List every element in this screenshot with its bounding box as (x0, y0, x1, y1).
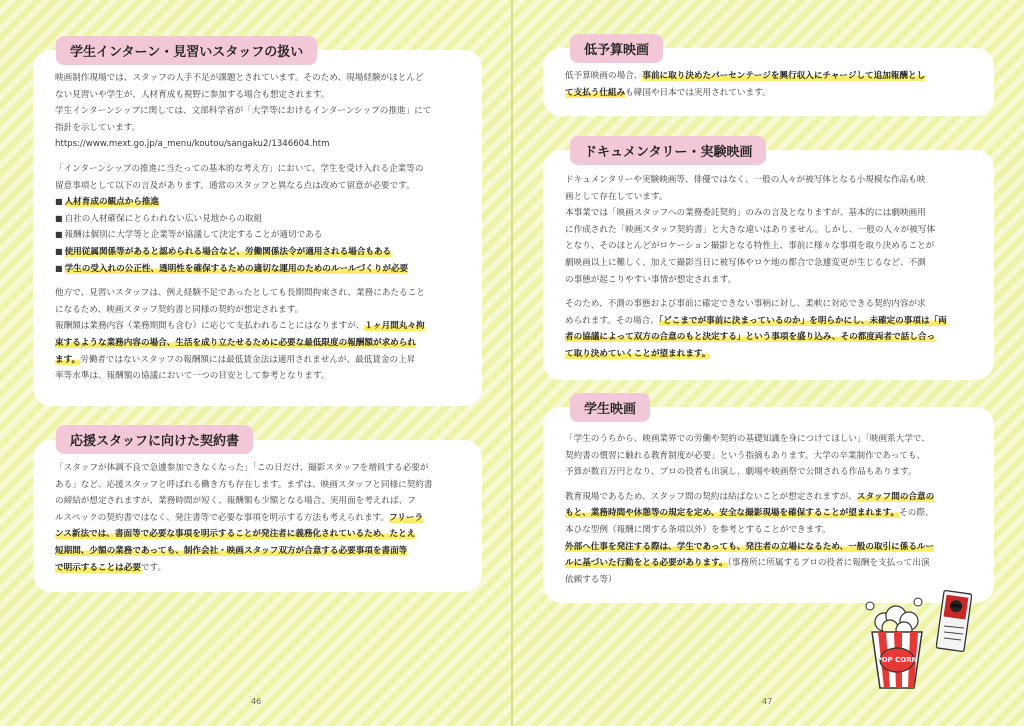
highlight-text: スタッフ間の合意の (856, 491, 935, 502)
text-line: 「学生のうちから、映画業界での労働や契約の基礎知識を身につけてほしい」「映画系大学で、 (565, 434, 930, 444)
bullet-text: 学生の受入れの公正性、透明性を確保するための適切な運用のためのルールづくりが必要 (64, 263, 409, 274)
card-student-intern (33, 50, 482, 406)
text-line: 指針を示しています。 (55, 122, 141, 133)
text-line: 学生インターンシップに関しては、文部科学省が「大学等におけるインターンシップの推進」にて (55, 106, 432, 117)
text-segment: （事務所に所属するプロの役者に報酬を支払って出演 (727, 558, 930, 569)
text-line: 劇映画以上に難しく、加えて撮影当日に被写体やロケ地の都合で急遽変更が生じるなど、不測 (565, 257, 926, 268)
text-line (55, 335, 460, 352)
text-line: 画として存在しています。 (565, 191, 668, 202)
bullet-text: 使用従属関係等があると認められる場合など、労働関係法令が適用される場合もある (64, 246, 392, 257)
mext-url-link[interactable]: https://www.mext.go.jp/a_menu/koutou/sangaku2/1346604.htm (55, 139, 330, 150)
text-segment: められます。その場合、 (565, 315, 659, 326)
bullet-square-icon: ■ (55, 246, 63, 256)
bullet-item (55, 244, 460, 261)
text-line: 「スタッフが体調不良で急遽参加できなくなった」「この日だけ、撮影スタッフを増員する必要が (55, 463, 429, 473)
text-line (55, 560, 460, 577)
text-line: 本ひな型例（報酬に関する条項以外）を参考とすることができます。 (565, 524, 831, 535)
bullet-item (55, 227, 460, 244)
text-segment: 労働者ではないスタッフの報酬額には最低賃金法は適用されませんが、最低賃金の上昇 (80, 354, 416, 365)
text-line (565, 505, 972, 522)
highlight-text: １ヶ月間丸々拘 (364, 321, 425, 332)
section-title-documentary: ドキュメンタリー・実験映画 (570, 136, 766, 165)
text-line: 「インターンシップの推進に当たっての基本的な考え方」において、学生を受け入れる企業等の (55, 163, 424, 174)
text-segment: 報酬額は業務内容（業務期間も含む）に応じて支払われることにはなりますが、 (55, 321, 365, 332)
text-line: に作成された「映画スタッフ契約書」と大きな違いはありません。しかし、一般の人々が被写体 (565, 224, 936, 235)
highlight-text: ます。 (55, 354, 81, 365)
text-segment: その際、 (899, 508, 934, 519)
support-staff-body (55, 460, 460, 576)
bullet-square-icon: ■ (55, 230, 63, 240)
text-line (565, 68, 972, 85)
documentary-body (565, 172, 972, 363)
highlight-text: て支払う仕組み (565, 87, 626, 98)
text-segment: です。 (140, 562, 167, 573)
highlight-text: もと、業務時間や休憩等の規定を定め、安全な撮影現場を確保することが望まれます。 (565, 508, 900, 519)
text-segment: 教育現場であるため、スタッフ間の契約は結ばないことが想定されますが、 (565, 491, 857, 502)
text-line (565, 313, 972, 330)
text-line: 留意事項として以下の言及があります。通常のスタッフと異なる点は改めて留意が必要です。 (55, 180, 415, 191)
highlight-text: フリーラ (389, 512, 424, 523)
student-film-body (565, 431, 972, 588)
bullet-item (55, 211, 460, 228)
section-title-student-intern: 学生インターン・見習いスタッフの扱い (56, 36, 317, 65)
text-line: 映画制作現場では、スタッフの人手不足が課題とされています。そのため、現場経験がほとんど (55, 73, 424, 83)
bullet-square-icon: ■ (55, 213, 63, 223)
movie-ticket-illustration (936, 588, 972, 654)
popcorn-illustration (858, 592, 936, 692)
text-line: 契約書の慣習に触れる教育制度が必要」という指摘もあります。大学の卒業制作であっても、 (565, 450, 926, 461)
text-line: 本事業では「映画スタッフへの業務委託契約」のみの言及となりますが、基本的には劇映画用 (565, 208, 926, 219)
section-title-low-budget: 低予算映画 (570, 34, 663, 63)
bullet-square-icon: ■ (55, 197, 63, 207)
text-line (565, 329, 972, 346)
text-segment: ルスペックの契約書ではなく、発注書等で必要な事項を明示する方法も考えられます。 (55, 512, 390, 523)
section-title-student-film: 学生映画 (570, 393, 650, 422)
text-line: 予算が数百万円となり、プロの役者も出演し、劇場や映画祭で公開される作品もあります。 (565, 467, 917, 478)
text-line (55, 543, 460, 560)
text-line (565, 85, 972, 102)
student-intern-body (55, 70, 460, 385)
text-line (565, 555, 972, 572)
text-line: となり、そのほとんどがロケーション撮影となる特性上、事前に様々な事項を取り決めることが (565, 241, 935, 252)
text-line (55, 318, 460, 335)
bullet-square-icon: ■ (55, 263, 63, 273)
page-gutter (511, 0, 513, 726)
highlight-text: 束するような業務内容の場合、生活を成り立たせるために必要な最低限度の報酬額が求められ (55, 337, 416, 348)
low-budget-body (565, 68, 972, 101)
text-line (55, 526, 460, 543)
text-line: そのため、不測の事態および事前に確定できない事柄に対し、柔軟に対応できる契約内容が求 (565, 299, 926, 310)
bullet-text: 報酬は個別に大学等と企業等が協議して決定することが適切である (64, 230, 323, 241)
bullet-text: 自社の人材確保にとらわれない広い見地からの取組 (64, 213, 263, 224)
highlight-text: 外部へ仕事を発注する際は、学生であっても、発注者の立場になるため、一般の取引に係るルー (565, 541, 935, 552)
text-line: 率等水準は、報酬額の協議において一つの目安として参考となります。 (55, 371, 330, 382)
text-line: ない見習いや学生が、人材育成も視野に参加する場合も想定されます。 (55, 89, 330, 100)
highlight-text: て取り決めていくことが望まれます。 (565, 348, 711, 359)
text-segment: も韓国や日本では実用されています。 (625, 87, 771, 98)
highlight-text: ンス新法では、書面等で必要な事項を明示することが発注者に義務化されているため、たとえ (55, 529, 416, 540)
text-line: の締結が想定されますが、業務時間が短く、報酬額も少額となる場合、実用面を考えれば、フ (55, 496, 416, 507)
text-line: の事態が起こりやすい事情が想定されます。 (565, 274, 737, 285)
bullet-item (55, 261, 460, 278)
text-line (55, 510, 460, 527)
highlight-text: で明示することは必要 (55, 562, 141, 573)
text-segment: 低予算映画の場合、 (565, 71, 643, 81)
text-line (565, 539, 972, 556)
card-student-film (543, 407, 994, 603)
highlight-text: 短期間、少額の業務であっても、制作会社・映画スタッフ双方が合意する必要事項を書面等 (55, 545, 408, 556)
text-line (565, 489, 972, 506)
text-line: になるため、映画スタッフ契約書と同様の契約が想定されます。 (55, 304, 304, 315)
bullet-item (55, 194, 460, 211)
page-number-left: 46 (251, 697, 262, 706)
text-line: 依頼する等） (565, 574, 617, 585)
text-line: ある」など、応援スタッフと呼ばれる働き方も存在します。まずは、映画スタッフと同様に契約書 (55, 479, 433, 490)
text-line: ドキュメンタリーや実験映画等、俳優ではなく、一般の人々が被写体となる小規模な作品も映 (565, 175, 926, 185)
text-line (55, 352, 460, 369)
highlight-text: 「どこまでが事前に決まっているのか」を明らかにし、未確定の事項は「両 (658, 315, 947, 326)
text-line: 他方で、見習いスタッフは、例え経験不足であったとしても長期間拘束され、業務にあたること (55, 288, 425, 299)
bullet-text: 人材育成の観点から推進 (64, 197, 160, 208)
highlight-text: 者の協議によって双方の合意のもと決定する」という事項を盛り込み、その都度両者で話し合っ (565, 332, 936, 343)
card-documentary (543, 150, 994, 380)
card-support-staff (33, 440, 482, 592)
page-number-right: 47 (762, 697, 773, 706)
highlight-text: 事前に取り決めたパーセンテージを興行収入にチャージして追加報酬とし (642, 71, 926, 81)
popcorn-label: POP CORN (876, 656, 918, 664)
text-line (565, 346, 972, 363)
section-title-support-staff: 応援スタッフに向けた契約書 (56, 425, 253, 454)
highlight-text: ルに基づいた行動をとる必要があります。 (565, 558, 728, 569)
